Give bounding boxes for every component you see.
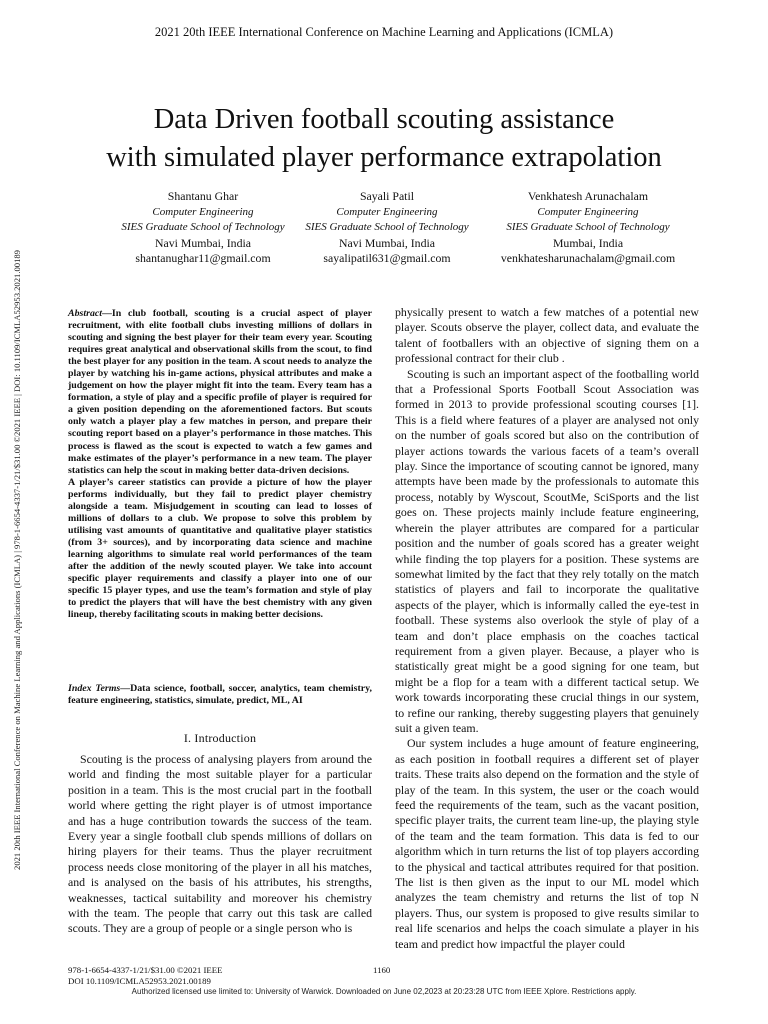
author-school: SIES Graduate School of Technology — [305, 221, 469, 233]
footer-isbn: 978-1-6654-4337-1/21/$31.00 ©2021 IEEE — [68, 965, 223, 975]
body-paragraph: physically present to watch a few matches of a potential new player. Scouts observe the player, collect data, and evaluate the talent of footballers with an objective of signing them on a professional contract for their club . — [395, 305, 699, 366]
abstract — [68, 308, 372, 621]
author-dept: Computer Engineering — [152, 205, 254, 218]
author-email: venkhatesharunachalam@gmail.com — [500, 251, 676, 265]
author-city: Navi Mumbai, India — [339, 235, 435, 250]
author-dept: Computer Engineering — [336, 205, 438, 218]
abstract-paragraph-1 — [68, 308, 372, 477]
body-paragraph: Scouting is the process of analysing players from around the world and finding the most suitable player for a particular position in a team. This is the most crucial part in the football world where getting the right player is of utmost importance and has a huge contribution towards the success of the team. Every year a single football club spends millions of dollars on hiring players for their teams. Thus the player recruitment process needs close monitoring of the player in all his matches, and is analysed on the basis of his attributes, his strengths, weaknesses, tactical suitability and moreover his chemistry with the team. The people that carry out this task are called scouts. They are a group of people or a single person who is — [68, 752, 372, 936]
author-school: SIES Graduate School of Technology — [121, 221, 285, 233]
paper-title — [0, 101, 768, 177]
author-dept: Computer Engineering — [537, 205, 639, 218]
footer-copyright — [68, 965, 223, 987]
author-name: Shantanu Ghar — [167, 189, 239, 203]
title-line-1: Data Driven football scouting assistance — [153, 104, 615, 135]
side-note-text: 2021 20th IEEE International Conference on Machine Learning and Applications (ICMLA) | 978-1-6654-4337-1/21/$31.00 ©2021 IEEE | DOI: 10.1109/ICMLA52953.2021.00189 — [12, 250, 22, 870]
author-school: SIES Graduate School of Technology — [506, 221, 670, 233]
index-terms — [68, 683, 372, 707]
index-terms-label: Index Terms — [68, 683, 121, 694]
author-block — [0, 189, 768, 269]
author-name: Venkhatesh Arunachalam — [527, 189, 649, 203]
author-3 — [483, 189, 693, 267]
author-city: Mumbai, India — [552, 235, 624, 250]
section-heading-introduction: I. Introduction — [183, 731, 257, 745]
right-column-body — [395, 305, 699, 952]
license-notice: Authorized licensed use limited to: University of Warwick. Downloaded on June 02,2023 at 20:23:28 UTC from IEEE Xplore. Restrictions apply. — [131, 987, 637, 996]
title-line-2: with simulated player performance extrapolation — [106, 142, 662, 173]
left-column-body — [68, 752, 372, 937]
body-paragraph: Our system includes a huge amount of feature engineering, as each position in football requires a different set of player traits. These traits also depend on the formation and the style of play of the team. In this system, the user or the coach would feed the requirements of the team, such as the vacant position, specific player traits, the current team line-up, the playing style of the team and the team formation. This data is fed to our algorithm which in turn returns the list of top players according to the physical and tactical attributes required for that position. The list is then given as the input to our ML model which analyzes the team chemistry and returns the list of top N players. Thus, our system is proposed to give results similar to real life scenarios and helps the coach simulate a player in his team and predict how impactful the player could — [395, 736, 699, 951]
index-terms-text: —Data science, football, soccer, analytics, team chemistry, feature engineering, statistics, simulate, predict, ML, AI — [68, 683, 372, 707]
abstract-text-1: —In club football, scouting is a crucial aspect of player recruitment, with elite football clubs investing millions of dollars in scouting and signing the best player for their team every year. Scouting requires great analytical and observational skills from the scout, to find the best player for any position in the team. A scout needs to analyze the player by watching his in-game actions, physical attributes and make a judgement on how the player might fit into the team. Every team has a formation, a style of play and a specific profile of player is required for a given position depending on the aforementioned factors. But scouts only watch a player play a few matches in person, and prepare their scouting report based on a player’s performance in those matches. This process is flawed as the scout is expected to watch a few games and make estimates of the player’s performance in a new team. The player statistics can help the scout in making better data-driven decisions. — [68, 308, 372, 476]
author-email: sayalipatil631@gmail.com — [323, 251, 451, 265]
author-1 — [98, 189, 308, 267]
author-2 — [282, 189, 492, 267]
abstract-label: Abstract — [68, 308, 103, 319]
author-name: Sayali Patil — [359, 189, 415, 203]
page-number: 1160 — [373, 965, 391, 975]
abstract-paragraph-2: A player’s career statistics can provide a picture of how the player performs individually, but they fail to predict player chemistry alongside a team. Misjudgement in scouting can lead to losses of millions of dollars to a club. We propose to solve this problem by utilising vast amounts of quantitative and qualitative player statistics (from 3+ sources), and by incorporating data science and machine learning algorithms to simulate real world performances of the team after the addition of the newly scouted player. We take into account specific player requirements and classify a player into one of our specific 15 player types, and use the team’s formation and style of play to predict the players that will have the best chemistry with any given lineup, thereby facilitating scouts in making better decisions. — [68, 476, 372, 621]
footer-doi: DOI 10.1109/ICMLA52953.2021.00189 — [68, 976, 211, 986]
conference-header: 2021 20th IEEE International Conference on Machine Learning and Applications (ICMLA) — [154, 25, 614, 39]
author-email: shantanughar11@gmail.com — [135, 251, 271, 265]
author-city: Navi Mumbai, India — [155, 235, 251, 250]
body-paragraph: Scouting is such an important aspect of the footballing world that a Professional Sports Football Scout Association was formed in 2013 to provide professional scouting courses [1]. This is a field where features of a player are analysed not only on the number of goals scored but also on the contribution of player actions towards the various facets of a team’s overall play. Since the importance of scouting cannot be ignored, many attempts have been made by the professionals to automate this process, notably by Wyscout, ScoutMe, SciSports and the list goes on. These projects mainly include feature engineering, wherein the player attributes are compared for a particular position and the number of goals scored has a greater weight while finding the top players for a position. These systems are somewhat limited by the fact that they rely totally on the match statistics of players and fail to incorporate the qualitative aspects of the player, which is informally called the eye-test in football. These systems also overlook the style of play of a team and don’t place emphasis on the coaches tactical requirement from a given player. Because, a player who is statistically great might be a good signing for one team, but might be a flop for a team with a different tactical setup. We work towards incorporating these crucial things in our system, to refine our ranking, thereby suggesting players that genuinely suit a given team. — [395, 366, 699, 735]
